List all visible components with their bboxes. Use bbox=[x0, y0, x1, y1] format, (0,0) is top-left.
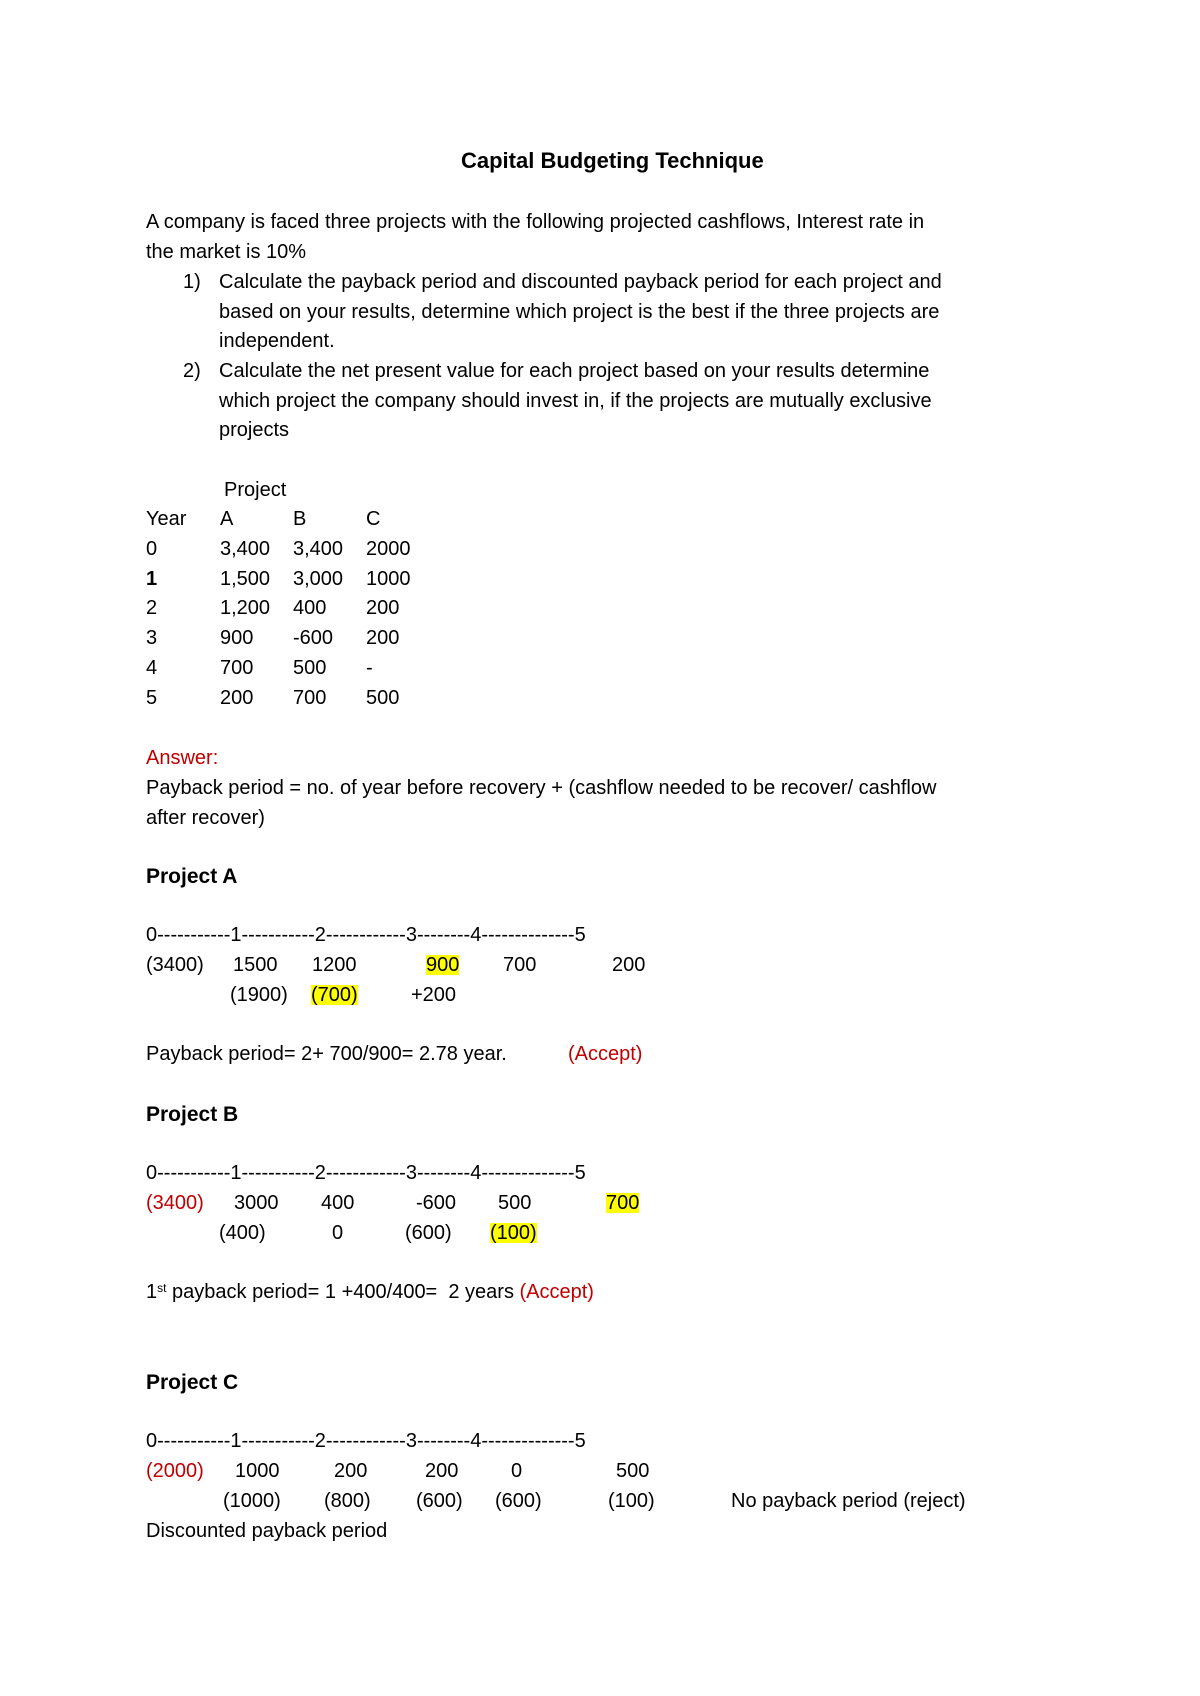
table-cell: -600 bbox=[293, 627, 334, 649]
project-b-result bbox=[146, 1282, 594, 1302]
project-b-cum-2: 0 bbox=[332, 1222, 344, 1244]
project-a-cf-0: (3400) bbox=[146, 954, 204, 976]
table-cell: 3,400 bbox=[293, 538, 344, 560]
project-a-cum-3: +200 bbox=[411, 984, 457, 1006]
table-cell: 900 bbox=[220, 627, 254, 649]
table-header-b: B bbox=[293, 508, 307, 530]
project-a-heading: Project A bbox=[146, 865, 238, 888]
table-cell: 500 bbox=[293, 657, 327, 679]
payback-formula-line-1: Payback period = no. of year before recovery + (cashflow needed to be recover/ cashflow bbox=[146, 777, 937, 799]
project-b-cf-0: (3400) bbox=[146, 1192, 204, 1214]
project-a-cf-3: 900 bbox=[426, 954, 460, 976]
question-2-line-3: projects bbox=[219, 419, 290, 441]
project-b-cf-5: 700 bbox=[606, 1192, 640, 1214]
question-2-line-2: which project the company should invest in, if the projects are mutually exclusive bbox=[219, 390, 932, 412]
project-b-heading: Project B bbox=[146, 1103, 239, 1126]
table-cell: 2 bbox=[146, 597, 158, 619]
project-c-cum-1: (1000) bbox=[223, 1490, 281, 1512]
project-c-cf-5: 500 bbox=[616, 1460, 650, 1482]
answer-label: Answer: bbox=[146, 747, 219, 769]
project-a-cum-1: (1900) bbox=[230, 984, 288, 1006]
project-b-cf-3: -600 bbox=[416, 1192, 457, 1214]
project-c-cum-5: (100) bbox=[608, 1490, 655, 1512]
question-1-line-2: based on your results, determine which project is the best if the three projects are bbox=[219, 301, 940, 323]
project-c-cf-0: (2000) bbox=[146, 1460, 204, 1482]
project-c-cum-3: (600) bbox=[416, 1490, 463, 1512]
table-cell: 3,000 bbox=[293, 568, 344, 590]
intro-line-1: A company is faced three projects with the following projected cashflows, Interest rate in bbox=[146, 211, 925, 233]
page-title: Capital Budgeting Technique bbox=[461, 148, 764, 173]
table-cell: 1,500 bbox=[220, 568, 271, 590]
intro-line-2: the market is 10% bbox=[146, 241, 307, 263]
table-header-c: C bbox=[366, 508, 381, 530]
project-c-timeline: 0-----------1-----------2------------3--------4--------------5 bbox=[146, 1430, 586, 1452]
table-cell: 200 bbox=[366, 627, 400, 649]
project-b-cum-4: (100) bbox=[490, 1222, 537, 1244]
project-b-cf-4: 500 bbox=[498, 1192, 532, 1214]
table-cell: 3,400 bbox=[220, 538, 271, 560]
table-cell: 5 bbox=[146, 687, 158, 709]
table-cell: 1000 bbox=[366, 568, 411, 590]
table-cell: 4 bbox=[146, 657, 158, 679]
table-cell: 2000 bbox=[366, 538, 411, 560]
table-cell: 200 bbox=[366, 597, 400, 619]
project-b-cf-1: 3000 bbox=[234, 1192, 279, 1214]
table-cell: 700 bbox=[293, 687, 327, 709]
discounted-payback-heading: Discounted payback period bbox=[146, 1520, 388, 1542]
project-a-cf-2: 1200 bbox=[312, 954, 357, 976]
table-header-year: Year bbox=[146, 508, 187, 530]
table-cell: 1 bbox=[146, 568, 158, 590]
question-1-number: 1) bbox=[183, 271, 201, 293]
project-c-cf-3: 200 bbox=[425, 1460, 459, 1482]
project-a-timeline: 0-----------1-----------2------------3--------4--------------5 bbox=[146, 924, 586, 946]
table-group-header: Project bbox=[224, 479, 287, 501]
project-b-cum-1: (400) bbox=[219, 1222, 266, 1244]
table-cell: 1,200 bbox=[220, 597, 271, 619]
project-a-decision: (Accept) bbox=[568, 1043, 643, 1065]
project-b-decision: (Accept) bbox=[519, 1281, 594, 1303]
project-a-result: Payback period= 2+ 700/900= 2.78 year. bbox=[146, 1043, 507, 1065]
project-b-result-rest: payback period= 1 +400/400= 2 years bbox=[166, 1281, 520, 1303]
project-a-cf-1: 1500 bbox=[233, 954, 278, 976]
project-b-result-prefix: 1 bbox=[146, 1281, 158, 1303]
project-c-cf-1: 1000 bbox=[235, 1460, 280, 1482]
project-a-cf-4: 700 bbox=[503, 954, 537, 976]
project-c-cf-2: 200 bbox=[334, 1460, 368, 1482]
project-b-cum-3: (600) bbox=[405, 1222, 452, 1244]
project-c-note: No payback period (reject) bbox=[731, 1490, 966, 1512]
question-2-number: 2) bbox=[183, 360, 201, 382]
table-cell: 200 bbox=[220, 687, 254, 709]
project-b-result-sup: st bbox=[157, 1281, 167, 1295]
table-cell: 3 bbox=[146, 627, 158, 649]
question-1-line-1: Calculate the payback period and discounted payback period for each project and bbox=[219, 271, 942, 293]
table-cell: 700 bbox=[220, 657, 254, 679]
question-2-line-1: Calculate the net present value for each project based on your results determine bbox=[219, 360, 930, 382]
project-b-cf-2: 400 bbox=[321, 1192, 355, 1214]
project-c-cum-2: (800) bbox=[324, 1490, 371, 1512]
project-c-cum-4: (600) bbox=[495, 1490, 542, 1512]
table-header-a: A bbox=[220, 508, 234, 530]
payback-formula-line-2: after recover) bbox=[146, 807, 265, 829]
project-c-heading: Project C bbox=[146, 1371, 239, 1394]
question-1-line-3: independent. bbox=[219, 330, 335, 352]
project-b-timeline: 0-----------1-----------2------------3--------4--------------5 bbox=[146, 1162, 586, 1184]
project-c-cf-4: 0 bbox=[511, 1460, 523, 1482]
table-cell: 400 bbox=[293, 597, 327, 619]
table-cell: 500 bbox=[366, 687, 400, 709]
table-cell: 0 bbox=[146, 538, 158, 560]
project-a-cum-2: (700) bbox=[311, 984, 358, 1006]
project-a-cf-5: 200 bbox=[612, 954, 646, 976]
table-cell: - bbox=[366, 657, 373, 679]
